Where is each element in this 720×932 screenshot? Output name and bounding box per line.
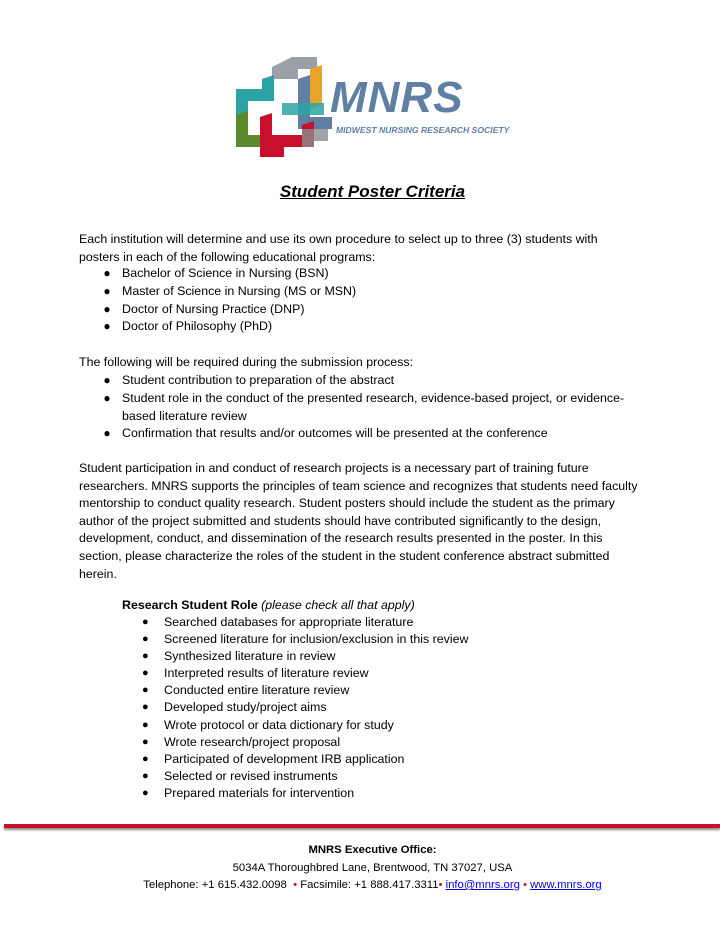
bullet-icon: ● bbox=[103, 319, 111, 334]
bullet-icon: ● bbox=[142, 633, 149, 646]
bullet-icon: ● bbox=[142, 701, 149, 714]
intro-paragraph bbox=[79, 231, 669, 266]
bullet-icon: ● bbox=[142, 684, 149, 697]
list-item: ● Screened literature for inclusion/exclusion in this review bbox=[141, 631, 468, 648]
email-link[interactable]: info@mnrs.org bbox=[445, 879, 520, 891]
participation-paragraph: Student participation in and conduct of research projects is a necessary part of training future researchers. MNRS supports the principles of team science and recognizes that students need faculty mentorship to conduct quality research. Student posters should include the student as the primary author of the project submitted and students should have contributed significantly to the design, development, conduct, and dissemination of the research results presented in the poster. In this section, please characterize the roles of the student in the student conference abstract submitted herein. bbox=[79, 461, 638, 581]
list-item: ● Doctor of Nursing Practice (DNP) bbox=[100, 301, 660, 319]
bullet-icon: ● bbox=[142, 786, 149, 799]
list-item: ● Bachelor of Science in Nursing (BSN) bbox=[100, 265, 660, 283]
bullet-icon: ● bbox=[142, 616, 149, 628]
bullet-icon: ● bbox=[142, 752, 149, 765]
footer-divider bbox=[4, 824, 720, 828]
role-section-heading bbox=[122, 597, 415, 614]
page-title: Student Poster Criteria bbox=[279, 182, 466, 201]
separator-bullet-icon: • bbox=[293, 879, 298, 891]
website-link[interactable]: www.mnrs.org bbox=[530, 879, 602, 891]
bullet-icon: ● bbox=[142, 650, 149, 663]
bullet-icon: ● bbox=[103, 373, 111, 387]
role-checklist bbox=[141, 614, 468, 802]
list-item: ● Student role in the conduct of the presented research, evidence-based project, or evidence- based literature review bbox=[100, 390, 660, 426]
list-item: ● Participated of development IRB application bbox=[141, 751, 468, 768]
list-item: ● Synthesized literature in review bbox=[141, 648, 468, 665]
requirements-intro: The following will be required during the submission process: bbox=[79, 355, 414, 369]
intro-line-2: posters in each of the following educational programs: bbox=[79, 249, 376, 264]
footer-contact bbox=[0, 876, 720, 894]
list-item: ● Doctor of Philosophy (PhD) bbox=[100, 318, 660, 336]
logo-subtitle: MIDWEST NURSING RESEARCH SOCIETY bbox=[336, 125, 510, 135]
list-item: ● Interpreted results of literature review bbox=[141, 665, 468, 682]
bullet-icon: ● bbox=[142, 769, 149, 782]
list-item: ● Wrote protocol or data dictionary for study bbox=[141, 717, 468, 734]
list-item: ● Student contribution to preparation of the abstract bbox=[100, 372, 660, 390]
logo-wordmark: MNRS bbox=[330, 73, 464, 122]
list-item: ● Confirmation that results and/or outcomes will be presented at the conference bbox=[100, 425, 660, 443]
bullet-icon: ● bbox=[142, 667, 149, 680]
footer-office: MNRS Executive Office: bbox=[308, 844, 437, 856]
footer-telephone: Telephone: +1 615.432.0098 bbox=[143, 879, 287, 891]
role-heading-note: (please check all that apply) bbox=[261, 598, 415, 612]
list-item: ● Prepared materials for intervention bbox=[141, 785, 468, 802]
requirements-list bbox=[100, 372, 660, 443]
bullet-icon: ● bbox=[103, 283, 111, 298]
program-list bbox=[100, 265, 660, 336]
mnrs-cross-emblem-icon bbox=[232, 55, 342, 160]
bullet-icon: ● bbox=[103, 426, 111, 441]
list-item: ● Selected or revised instruments bbox=[141, 768, 468, 785]
bullet-icon: ● bbox=[142, 718, 149, 731]
list-item: ● Conducted entire literature review bbox=[141, 682, 468, 699]
bullet-icon: ● bbox=[142, 735, 149, 748]
list-item: ● Master of Science in Nursing (MS or MSN) bbox=[100, 283, 660, 301]
role-heading-label: Research Student Role bbox=[122, 598, 258, 612]
list-item: ● Developed study/project aims bbox=[141, 699, 468, 716]
bullet-icon: ● bbox=[103, 301, 111, 316]
intro-line-1: Each institution will determine and use its own procedure to select up to three (3) students with bbox=[79, 232, 598, 246]
list-item: ● Wrote research/project proposal bbox=[141, 734, 468, 751]
bullet-icon: ● bbox=[103, 266, 111, 280]
list-item: ● Searched databases for appropriate literature bbox=[141, 614, 468, 631]
footer-facsimile: Facsimile: +1 888.417.3311 bbox=[300, 879, 439, 891]
bullet-icon: ● bbox=[103, 390, 111, 405]
footer-address: 5034A Thoroughbred Lane, Brentwood, TN 37027, USA bbox=[232, 862, 513, 874]
separator-bullet-icon: • bbox=[523, 879, 527, 891]
separator-bullet-icon: • bbox=[438, 879, 443, 891]
